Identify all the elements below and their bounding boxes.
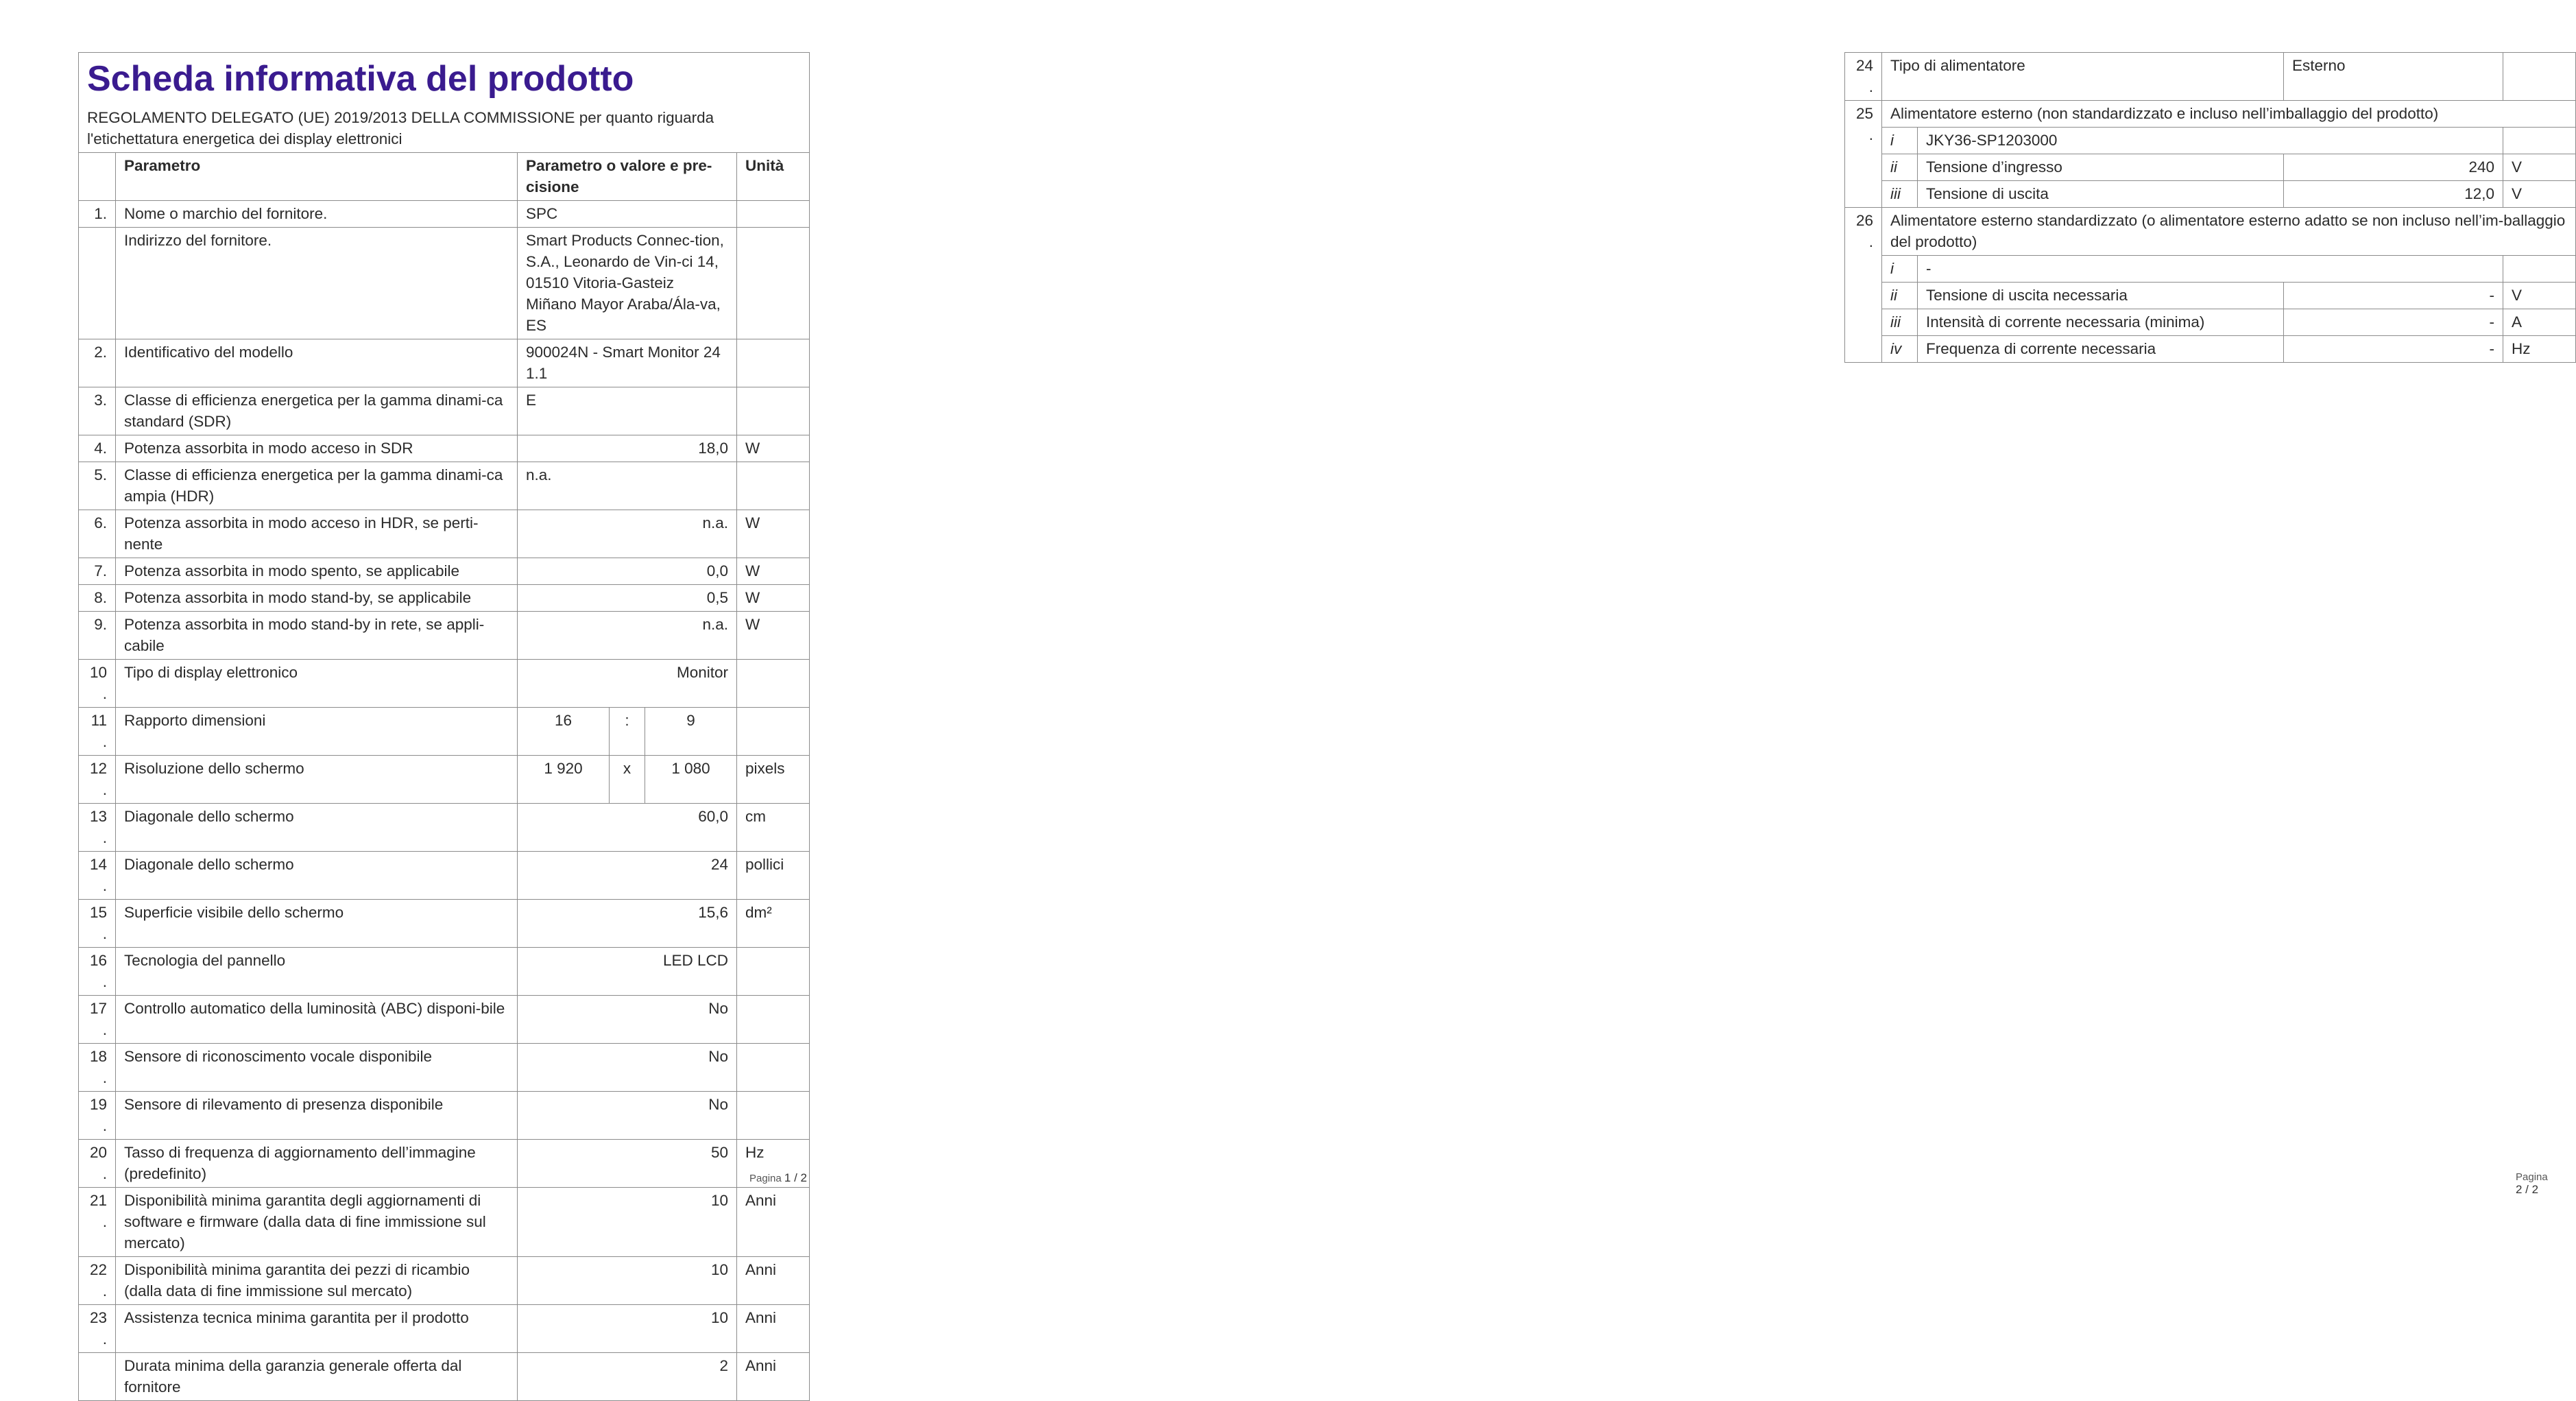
row-value: - [2284, 309, 2503, 336]
row-value: 18,0 [518, 435, 737, 462]
row-unit: W [737, 558, 810, 585]
row-unit [737, 996, 810, 1044]
value-header: Parametro o valore e pre-cisione [518, 153, 737, 201]
row-unit: pixels [737, 756, 810, 804]
table-row [79, 201, 810, 228]
ratio-height: 9 [645, 708, 737, 756]
table-row [79, 1044, 810, 1092]
table-row [79, 756, 810, 804]
row-unit: A [2503, 309, 2576, 336]
page-2 [878, 0, 2566, 1241]
table-row [1845, 283, 2576, 309]
table-row [79, 852, 810, 900]
row-label: Alimentatore esterno (non standardizzato e incluso nell’imballaggio del prodotto) [1882, 101, 2576, 128]
row-label: JKY36-SP1203000 [1918, 128, 2503, 154]
sub-index: i [1882, 256, 1918, 283]
row-label: Potenza assorbita in modo stand-by in rete, se appli-cabile [116, 612, 518, 660]
row-unit: dm² [737, 900, 810, 948]
table-row [1845, 208, 2576, 256]
row-number: 19. [79, 1092, 116, 1140]
row-label: Controllo automatico della luminosità (ABC) disponi-bile [116, 996, 518, 1044]
row-value: 0,0 [518, 558, 737, 585]
table-row [1845, 181, 2576, 208]
row-value: n.a. [518, 462, 737, 510]
row-label: Potenza assorbita in modo stand-by, se applicabile [116, 585, 518, 612]
row-label: Disponibilità minima garantita degli aggiornamenti di software e firmware (dalla data di fine immissione sul mercato) [116, 1188, 518, 1257]
row-number: 22. [79, 1257, 116, 1305]
row-label: Superficie visibile dello schermo [116, 900, 518, 948]
row-label: Durata minima della garanzia generale offerta dal fornitore [116, 1353, 518, 1401]
resolution-height: 1 080 [645, 756, 737, 804]
table-row [79, 228, 810, 339]
page-1 [0, 0, 878, 1396]
row-value: - [2284, 336, 2503, 363]
column-header-row [79, 153, 810, 201]
row-label: Diagonale dello schermo [116, 852, 518, 900]
row-unit: V [2503, 181, 2576, 208]
row-label: Identificativo del modello [116, 339, 518, 387]
table-row [1845, 309, 2576, 336]
row-value: 50 [518, 1140, 737, 1188]
row-value: No [518, 1044, 737, 1092]
row-number: 26. [1845, 208, 1882, 363]
row-unit [737, 660, 810, 708]
row-value: 15,6 [518, 900, 737, 948]
sub-index: ii [1882, 154, 1918, 181]
row-value: 0,5 [518, 585, 737, 612]
row-label: Sensore di riconoscimento vocale disponibile [116, 1044, 518, 1092]
row-unit: V [2503, 154, 2576, 181]
row-value: Smart Products Connec-tion, S.A., Leonardo de Vin-ci 14, 01510 Vitoria-Gasteiz Miñano Mayor Araba/Ála-va, ES [518, 228, 737, 339]
row-value: Monitor [518, 660, 737, 708]
table-row [79, 708, 810, 756]
row-label: Indirizzo del fornitore. [116, 228, 518, 339]
resolution-separator: x [610, 756, 645, 804]
table-row [79, 585, 810, 612]
row-unit [737, 708, 810, 756]
unit-header: Unità [737, 153, 810, 201]
table-row [1845, 336, 2576, 363]
table-row [79, 1257, 810, 1305]
table-row [79, 948, 810, 996]
row-label: Frequenza di corrente necessaria [1918, 336, 2284, 363]
row-label: Classe di efficienza energetica per la gamma dinami-ca ampia (HDR) [116, 462, 518, 510]
row-value: LED LCD [518, 948, 737, 996]
row-number: 18. [79, 1044, 116, 1092]
row-unit [737, 1092, 810, 1140]
row-unit [737, 228, 810, 339]
row-value: 10 [518, 1257, 737, 1305]
table-row [1845, 256, 2576, 283]
row-value: 10 [518, 1188, 737, 1257]
row-number: 23. [79, 1305, 116, 1353]
row-label: Classe di efficienza energetica per la gamma dinami-ca standard (SDR) [116, 387, 518, 435]
num-header [79, 153, 116, 201]
row-label: Tipo di display elettronico [116, 660, 518, 708]
row-number: 13. [79, 804, 116, 852]
row-label: Potenza assorbita in modo acceso in SDR [116, 435, 518, 462]
row-label: Diagonale dello schermo [116, 804, 518, 852]
row-unit: cm [737, 804, 810, 852]
table-row [79, 660, 810, 708]
page-footer [749, 1171, 807, 1185]
row-value: 12,0 [2284, 181, 2503, 208]
page-title: Scheda informativa del prodotto [87, 59, 634, 99]
table-row [1845, 154, 2576, 181]
row-label: Risoluzione dello schermo [116, 756, 518, 804]
table-row [79, 462, 810, 510]
resolution-width: 1 920 [518, 756, 610, 804]
table-row [79, 1305, 810, 1353]
parameter-header: Parametro [116, 153, 518, 201]
row-number: 6. [79, 510, 116, 558]
row-number: 5. [79, 462, 116, 510]
row-unit [737, 948, 810, 996]
row-label: Potenza assorbita in modo spento, se applicabile [116, 558, 518, 585]
row-value: 24 [518, 852, 737, 900]
row-unit [2503, 128, 2576, 154]
row-number: 7. [79, 558, 116, 585]
sub-index: iii [1882, 181, 1918, 208]
row-label: Rapporto dimensioni [116, 708, 518, 756]
row-label: Alimentatore esterno standardizzato (o alimentatore esterno adatto se non incluso nell’im-ballaggio del prodotto) [1882, 208, 2576, 256]
row-number: 4. [79, 435, 116, 462]
row-value: 240 [2284, 154, 2503, 181]
row-value: - [2284, 283, 2503, 309]
row-unit [737, 339, 810, 387]
page-number: 2 / 2 [2516, 1183, 2539, 1196]
row-unit [737, 1044, 810, 1092]
row-unit [737, 201, 810, 228]
power-supply-table [1844, 52, 2576, 363]
row-number: 16. [79, 948, 116, 996]
row-number: 24. [1845, 53, 1882, 101]
row-label: Tipo di alimentatore [1882, 53, 2284, 101]
footer-label: Pagina [2516, 1171, 2548, 1183]
row-unit: Hz [737, 1140, 810, 1188]
sub-index: ii [1882, 283, 1918, 309]
row-unit [2503, 53, 2576, 101]
row-value: No [518, 1092, 737, 1140]
row-label: Tecnologia del pannello [116, 948, 518, 996]
row-value: 10 [518, 1305, 737, 1353]
page-footer [2516, 1171, 2548, 1197]
row-label: Nome o marchio del fornitore. [116, 201, 518, 228]
row-unit: Anni [737, 1305, 810, 1353]
table-row [79, 387, 810, 435]
row-unit: Anni [737, 1188, 810, 1257]
table-row [79, 612, 810, 660]
row-unit: Hz [2503, 336, 2576, 363]
row-label: Tensione d’ingresso [1918, 154, 2284, 181]
row-number: 2. [79, 339, 116, 387]
row-label: Assistenza tecnica minima garantita per il prodotto [116, 1305, 518, 1353]
table-row [79, 996, 810, 1044]
row-number: 12. [79, 756, 116, 804]
row-label: Potenza assorbita in modo acceso in HDR, se perti-nente [116, 510, 518, 558]
row-value: No [518, 996, 737, 1044]
row-value: 900024N - Smart Monitor 24 1.1 [518, 339, 737, 387]
regulation-subtitle: REGOLAMENTO DELEGATO (UE) 2019/2013 DELLA COMMISSIONE per quanto riguarda l'etichettatura energetica dei display elettronici [87, 109, 714, 147]
row-number: 11. [79, 708, 116, 756]
sub-index: iv [1882, 336, 1918, 363]
row-unit: W [737, 435, 810, 462]
row-unit: Anni [737, 1353, 810, 1401]
row-number: 9. [79, 612, 116, 660]
row-number: 10. [79, 660, 116, 708]
header-row [79, 53, 810, 153]
row-value: n.a. [518, 510, 737, 558]
table-row [79, 804, 810, 852]
table-row [79, 1092, 810, 1140]
table-row [79, 1140, 810, 1188]
row-value: E [518, 387, 737, 435]
ratio-separator: : [610, 708, 645, 756]
table-row [1845, 101, 2576, 128]
row-number: 17. [79, 996, 116, 1044]
row-number: 15. [79, 900, 116, 948]
row-value: 2 [518, 1353, 737, 1401]
row-unit: W [737, 510, 810, 558]
row-label: - [1918, 256, 2503, 283]
row-unit: V [2503, 283, 2576, 309]
sub-index: i [1882, 128, 1918, 154]
row-number: 25. [1845, 101, 1882, 208]
ratio-width: 16 [518, 708, 610, 756]
table-row [79, 1188, 810, 1257]
row-value: 60,0 [518, 804, 737, 852]
row-number: 8. [79, 585, 116, 612]
product-info-table [78, 52, 810, 1401]
table-row [79, 510, 810, 558]
row-unit [737, 387, 810, 435]
table-row [79, 435, 810, 462]
row-unit [2503, 256, 2576, 283]
table-row [79, 558, 810, 585]
page-number: 1 / 2 [784, 1171, 807, 1184]
row-label: Disponibilità minima garantita dei pezzi di ricambio (dalla data di fine immissione sul mercato) [116, 1257, 518, 1305]
table-row [1845, 53, 2576, 101]
table-row [79, 900, 810, 948]
row-unit [737, 462, 810, 510]
row-unit: Anni [737, 1257, 810, 1305]
table-row [1845, 128, 2576, 154]
row-unit: W [737, 612, 810, 660]
table-row [79, 339, 810, 387]
row-number [79, 1353, 116, 1401]
row-value: Esterno [2284, 53, 2503, 101]
row-label: Sensore di rilevamento di presenza disponibile [116, 1092, 518, 1140]
row-number: 21. [79, 1188, 116, 1257]
table-row [79, 1353, 810, 1401]
row-value: SPC [518, 201, 737, 228]
row-number: 20. [79, 1140, 116, 1188]
footer-label: Pagina [749, 1173, 782, 1184]
row-label: Tensione di uscita [1918, 181, 2284, 208]
sub-index: iii [1882, 309, 1918, 336]
row-number [79, 228, 116, 339]
row-unit: W [737, 585, 810, 612]
row-value: n.a. [518, 612, 737, 660]
row-unit: pollici [737, 852, 810, 900]
row-label: Tensione di uscita necessaria [1918, 283, 2284, 309]
row-number: 1. [79, 201, 116, 228]
row-label: Tasso di frequenza di aggiornamento dell’immagine (predefinito) [116, 1140, 518, 1188]
header-cell [79, 53, 810, 153]
row-label: Intensità di corrente necessaria (minima) [1918, 309, 2284, 336]
row-number: 14. [79, 852, 116, 900]
row-number: 3. [79, 387, 116, 435]
